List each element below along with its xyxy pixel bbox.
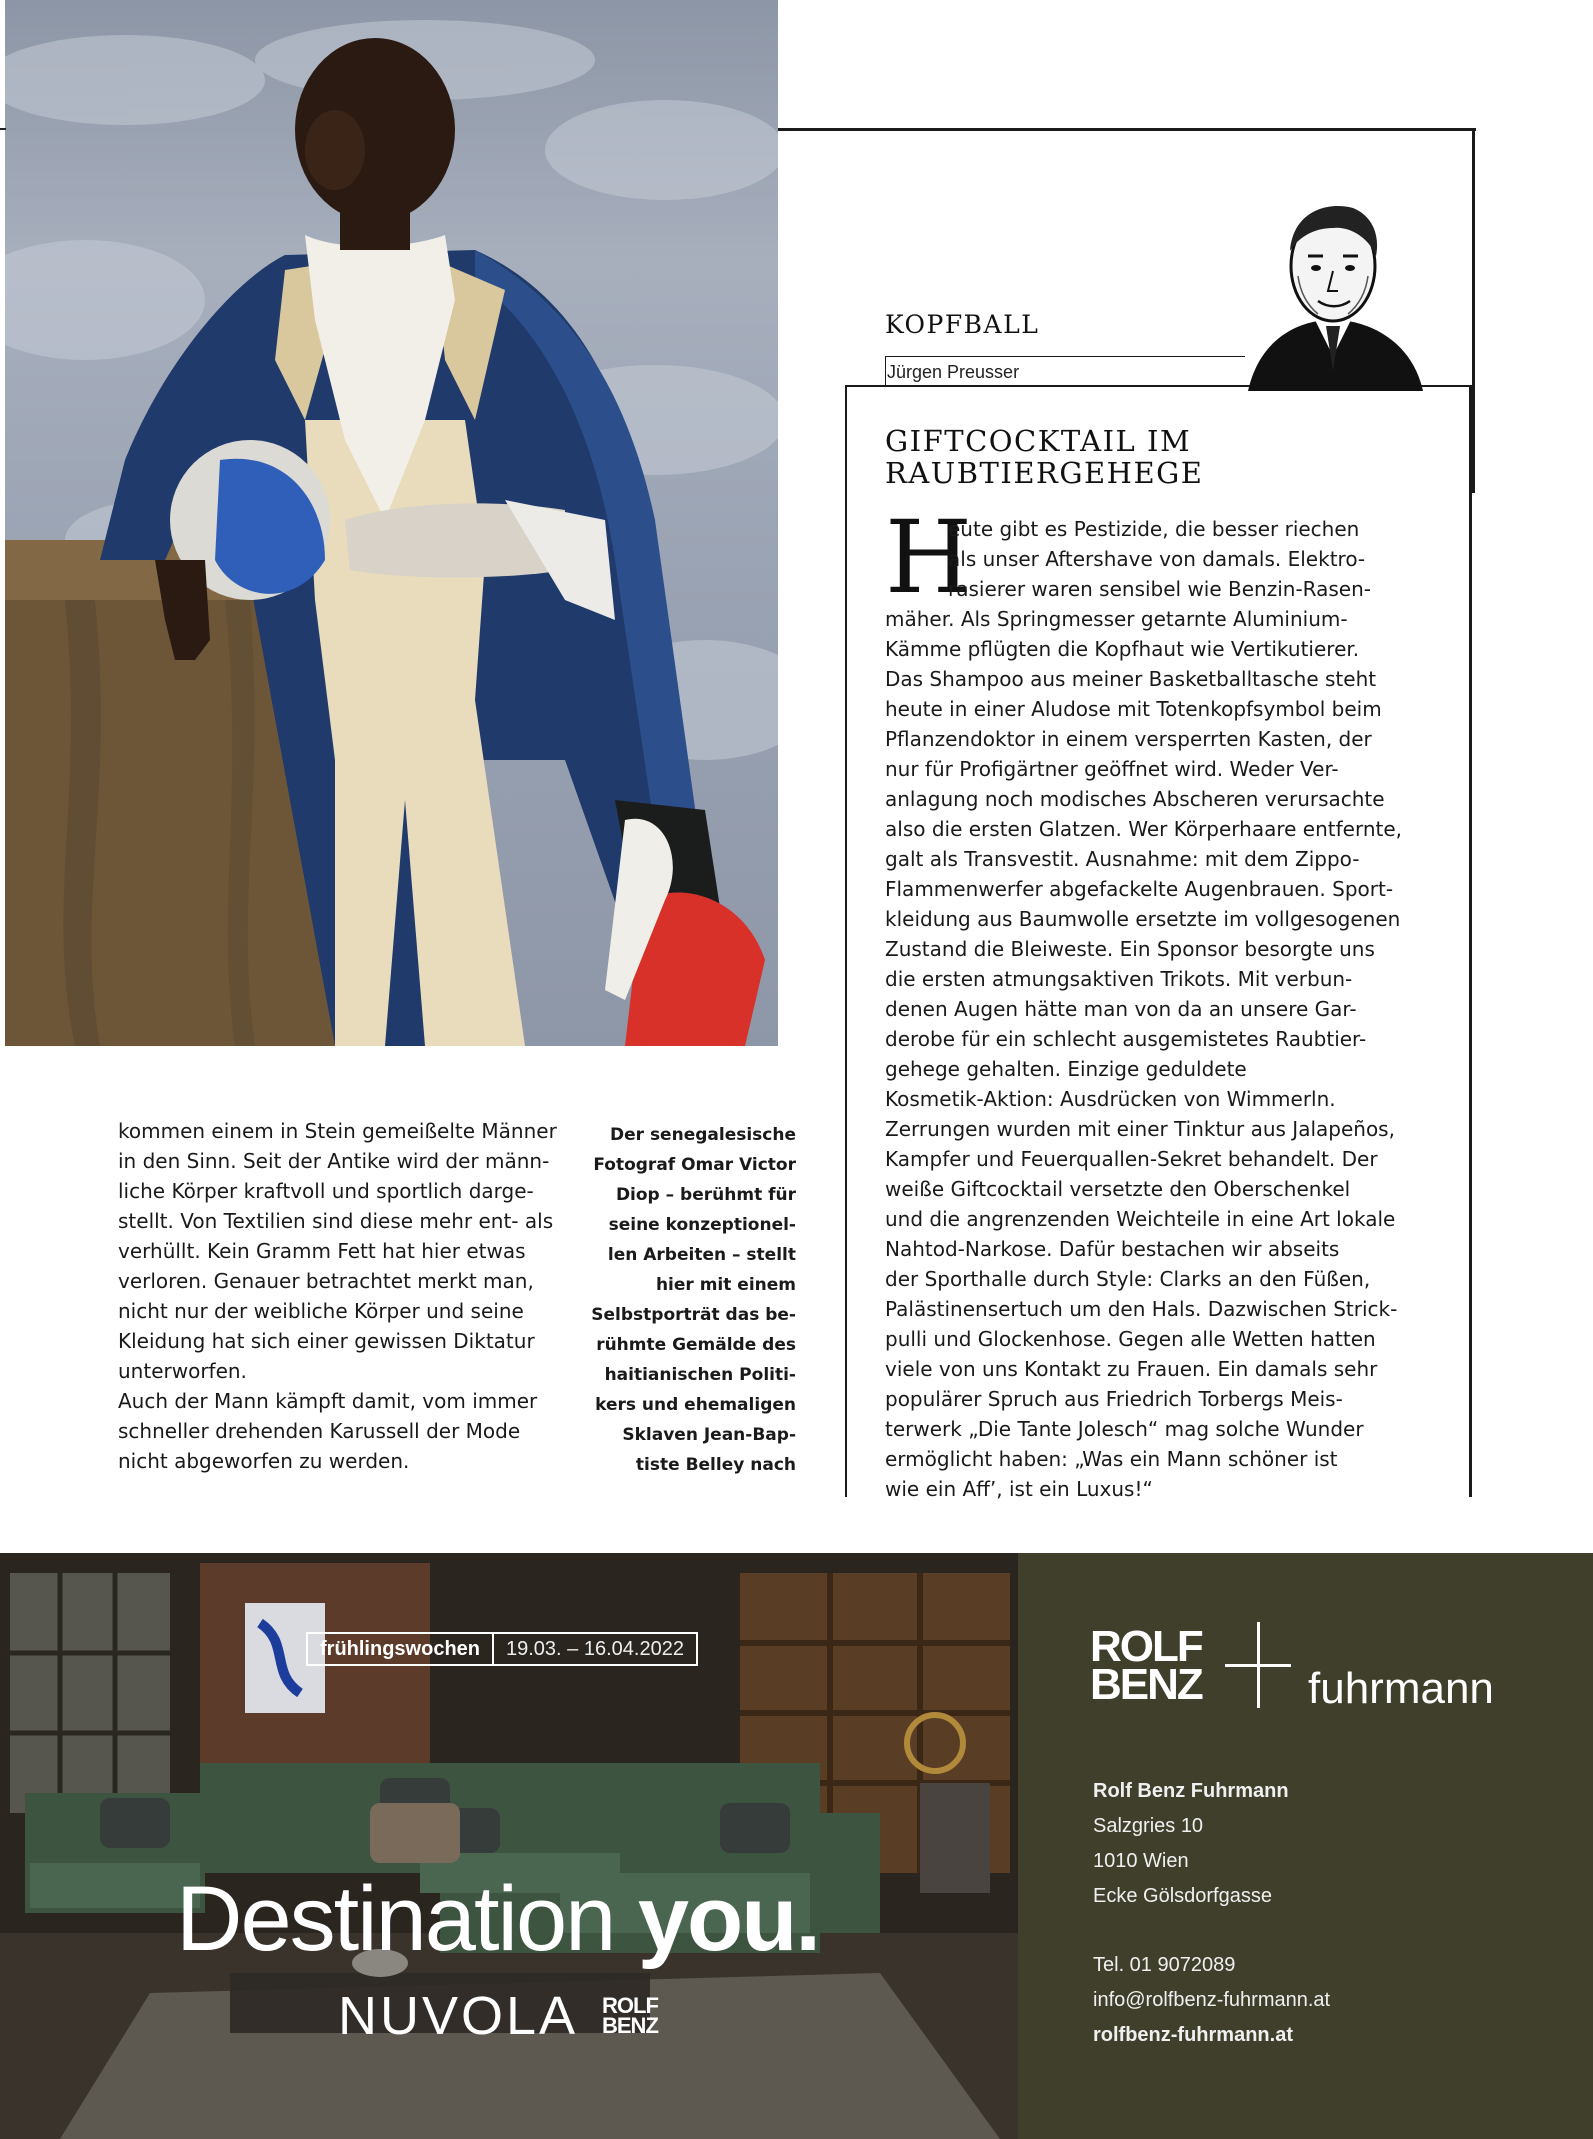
caption-line: len Arbeiten – stellt: [607, 1245, 796, 1265]
caption-line: Der senegalesische: [610, 1125, 796, 1145]
address-line: Salzgries 10: [1093, 1815, 1204, 1837]
column-frame-right: [1472, 128, 1475, 493]
column-line: die ersten atmungsaktiven Trikots. Mit verbun-: [885, 967, 1353, 991]
column-line: Pflanzendoktor in einem versperrten Kasten, der: [885, 727, 1372, 751]
column-line: also die ersten Glatzen. Wer Körperhaare entfernte,: [885, 817, 1403, 841]
body-line: Auch der Mann kämpft damit, vom immer: [118, 1389, 538, 1413]
author-portrait-illustration: [1238, 196, 1428, 391]
column-line: mäher. Als Springmesser getarnte Aluminium-: [885, 607, 1348, 631]
email-link[interactable]: info@rolfbenz-fuhrmann.at: [1093, 1989, 1331, 2011]
column-line: Zerrungen wurden mit einer Tinktur aus Jalapeños,: [885, 1117, 1395, 1141]
caption-line: haitianischen Politi-: [604, 1365, 796, 1385]
column-line: kleidung aus Baumwolle ersetzte im vollgesogenen: [885, 907, 1401, 931]
caption-line: hier mit einem: [655, 1275, 796, 1295]
slogan-light: Destination: [176, 1868, 638, 1970]
column-headline: [885, 425, 1203, 489]
brand-logo-line: ROLF: [602, 1993, 658, 2018]
headline-line: GIFTCOCKTAIL IM: [885, 424, 1192, 458]
caption-line: kers und ehemaligen: [595, 1395, 796, 1415]
body-line: in den Sinn. Seit der Antike wird der männ-: [118, 1149, 550, 1173]
brand-logo-line: BENZ: [602, 2013, 658, 2038]
column-line: Palästinensertuch um den Hals. Dazwischen Strick-: [885, 1297, 1398, 1321]
column-line: wie ein Aff’, ist ein Luxus!“: [885, 1477, 1153, 1501]
column-line: Das Shampoo aus meiner Basketballtasche steht: [885, 667, 1377, 691]
column-line: als unser Aftershave von damals. Elektro-: [948, 547, 1366, 571]
body-line: verhüllt. Kein Gramm Fett hat hier etwas: [118, 1239, 526, 1263]
column-line: Kosmetik-Aktion: Ausdrücken von Wimmerln.: [885, 1087, 1336, 1111]
plus-icon-bar: [1225, 1664, 1291, 1667]
partner-logo: fuhrmann: [1308, 1664, 1494, 1713]
caption-line: Fotograf Omar Victor: [593, 1155, 796, 1175]
address-line: Rolf Benz Fuhrmann: [1093, 1780, 1289, 1802]
column-line: galt als Transvestit. Ausnahme: mit dem Zippo-: [885, 847, 1360, 871]
caption-line: Diop – berühmt für: [615, 1185, 796, 1205]
promo-badge: [306, 1632, 698, 1666]
column-line: heute in einer Aludose mit Totenkopfsymbol beim: [885, 697, 1382, 721]
body-line: verloren. Genauer betrachtet merkt man,: [118, 1269, 534, 1293]
column-frame-right-lower: [1469, 385, 1472, 1497]
caption-line: Sklaven Jean-Bap-: [622, 1425, 796, 1445]
column-kicker: KOPFBALL: [885, 310, 1040, 339]
column-line: anlagung noch modisches Abscheren verursachte: [885, 787, 1385, 811]
phone: Tel. 01 9072089: [1093, 1954, 1236, 1976]
column-frame-top: [778, 128, 1476, 131]
body-line: liche Körper kraftvoll und sportlich darge-: [118, 1179, 534, 1203]
brand-logo-small: [602, 1993, 658, 2038]
top-rule: [0, 128, 6, 130]
column-line: Nahtod-Narkose. Dafür bestachen wir abseits: [885, 1237, 1340, 1261]
body-line: nicht abgeworfen zu werden.: [118, 1449, 410, 1473]
address-line: 1010 Wien: [1093, 1850, 1189, 1872]
column-line: Kampfer und Feuerquallen-Sekret behandelt. Der: [885, 1147, 1378, 1171]
author-rule: [885, 356, 1245, 357]
column-line: Zustand die Bleiweste. Ein Sponsor besorgte uns: [885, 937, 1375, 961]
body-line: unterworfen.: [118, 1359, 247, 1383]
ad-slogan: [176, 1867, 819, 1972]
column-line: Kämme pflügten die Kopfhaut wie Vertikutierer.: [885, 637, 1360, 661]
caption-line: seine konzeptionel-: [608, 1215, 796, 1235]
column-line: Flammenwerfer abgefackelte Augenbrauen. Sport-: [885, 877, 1394, 901]
brand-logo-line: BENZ: [1090, 1660, 1202, 1709]
column-line: weiße Giftcocktail versetzte den Oberschenkel: [885, 1177, 1351, 1201]
column-line: pulli und Glockenhose. Gegen alle Wetten hatten: [885, 1327, 1376, 1351]
author-tick: [885, 356, 886, 386]
column-author: Jürgen Preusser: [887, 362, 1020, 382]
body-line: nicht nur der weibliche Körper und seine: [118, 1299, 524, 1323]
slogan-bold: you.: [637, 1868, 819, 1970]
column-line: gehege gehalten. Einzige geduldete: [885, 1057, 1247, 1081]
body-line: stellt. Von Textilien sind diese mehr ent- als: [118, 1209, 554, 1233]
column-frame-left: [845, 385, 847, 1497]
headline-line: RAUBTIERGEHEGE: [885, 456, 1204, 490]
column-line: rasierer waren sensibel wie Benzin-Rasen-: [948, 577, 1372, 601]
body-line: schneller drehenden Karussell der Mode: [118, 1419, 521, 1443]
store-address: [1093, 1774, 1289, 1914]
product-name: NUVOLA: [338, 1986, 579, 2046]
website-link[interactable]: rolfbenz-fuhrmann.at: [1093, 2024, 1293, 2046]
brand-logo-line: ROLF: [1090, 1622, 1202, 1671]
column-line: nur für Profigärtner geöffnet wird. Weder Ver-: [885, 757, 1339, 781]
column-line: und die angrenzenden Weichteile in eine Art lokale: [885, 1207, 1396, 1231]
brand-logo: [1090, 1622, 1202, 1709]
address-line: Ecke Gölsdorfgasse: [1093, 1885, 1272, 1907]
dropcap: H: [885, 499, 973, 616]
photo-illustration: [5, 0, 778, 1046]
article-body: [118, 1116, 557, 1476]
body-line: kommen einem in Stein gemeißelte Männer: [118, 1119, 557, 1143]
column-line: ermöglicht haben: „Was ein Mann schöner ist: [885, 1447, 1338, 1471]
caption-line: Selbstporträt das be-: [591, 1305, 796, 1325]
hero-photo: [5, 0, 778, 1046]
promo-dates: 19.03. – 16.04.2022: [494, 1632, 698, 1666]
promo-label: frühlingswochen: [306, 1632, 494, 1666]
column-line: eute gibt es Pestizide, die besser riechen: [948, 517, 1360, 541]
column-line: viele von uns Kontakt zu Frauen. Ein damals sehr: [885, 1357, 1378, 1381]
column-line: der Sporthalle durch Style: Clarks an den Füßen,: [885, 1267, 1371, 1291]
column-line: populärer Spruch aus Friedrich Torbergs Meis-: [885, 1387, 1343, 1411]
caption-line: tiste Belley nach: [635, 1455, 796, 1475]
column-body: [885, 514, 1405, 1504]
column-line: derobe für ein schlecht ausgemistetes Raubtier-: [885, 1027, 1367, 1051]
photo-caption: [560, 1120, 796, 1480]
caption-line: rühmte Gemälde des: [596, 1335, 796, 1355]
column-line: denen Augen hätte man von da an unsere Gar-: [885, 997, 1357, 1021]
column-line: terwerk „Die Tante Jolesch“ mag solche Wunder: [885, 1417, 1364, 1441]
store-contact: [1093, 1948, 1330, 2053]
body-line: Kleidung hat sich einer gewissen Diktatur: [118, 1329, 535, 1353]
